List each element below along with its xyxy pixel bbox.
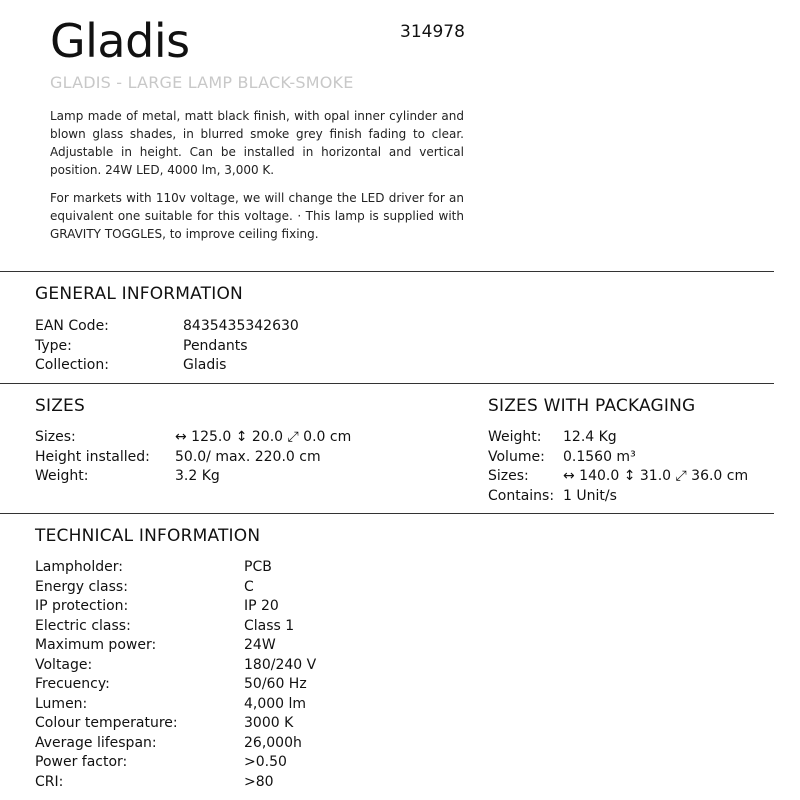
info-value: 3000 K bbox=[244, 715, 294, 731]
info-row bbox=[35, 578, 316, 598]
info-label: Weight: bbox=[488, 429, 542, 445]
info-row bbox=[488, 448, 748, 468]
info-row bbox=[35, 773, 316, 793]
info-label: EAN Code: bbox=[35, 318, 109, 334]
info-value: 50/60 Hz bbox=[244, 676, 307, 692]
info-value: >0.50 bbox=[244, 754, 287, 770]
info-row bbox=[35, 356, 299, 376]
info-value: >80 bbox=[244, 773, 274, 790]
info-label: CRI: bbox=[35, 773, 64, 790]
info-value: 50.0/ max. 220.0 cm bbox=[175, 448, 321, 465]
info-label: Energy class: bbox=[35, 578, 128, 595]
info-label: Maximum power: bbox=[35, 637, 157, 653]
info-label: Sizes: bbox=[488, 468, 529, 484]
info-row bbox=[35, 617, 316, 637]
info-label: Power factor: bbox=[35, 754, 128, 770]
info-label: Colour temperature: bbox=[35, 715, 178, 731]
info-row bbox=[35, 675, 316, 695]
info-value: 180/240 V bbox=[244, 656, 317, 673]
info-label: Frecuency: bbox=[35, 676, 110, 692]
info-row bbox=[35, 695, 316, 715]
info-label: Collection: bbox=[35, 357, 109, 373]
info-row bbox=[35, 734, 316, 754]
general-information-list bbox=[35, 317, 299, 376]
section-divider bbox=[0, 271, 774, 272]
info-value: 8435435342630 bbox=[183, 318, 299, 334]
info-label: Sizes: bbox=[35, 429, 76, 445]
info-value: 26,000h bbox=[244, 734, 302, 751]
info-value: ↔ 125.0 ↕ 20.0 ⤢ 0.0 cm bbox=[175, 429, 352, 445]
info-label: IP protection: bbox=[35, 598, 129, 614]
sizes-with-packaging-heading: SIZES WITH PACKAGING bbox=[488, 396, 696, 416]
info-value: 1 Unit/s bbox=[563, 487, 617, 504]
info-row bbox=[35, 467, 351, 487]
section-divider bbox=[0, 383, 774, 384]
info-row bbox=[488, 467, 748, 487]
info-value: 12.4 Kg bbox=[563, 429, 617, 445]
product-title: Gladis bbox=[50, 14, 190, 68]
info-label: Volume: bbox=[488, 448, 545, 465]
section-divider bbox=[0, 513, 774, 514]
info-value: 4,000 lm bbox=[244, 695, 307, 712]
info-row bbox=[35, 714, 316, 734]
technical-information-heading: TECHNICAL INFORMATION bbox=[35, 526, 261, 546]
info-value: 0.1560 m³ bbox=[563, 448, 636, 465]
info-row bbox=[35, 428, 351, 448]
info-value: 24W bbox=[244, 637, 276, 653]
info-row bbox=[35, 558, 316, 578]
info-value: ↔ 140.0 ↕ 31.0 ⤢ 36.0 cm bbox=[563, 468, 749, 484]
info-row bbox=[35, 337, 299, 357]
info-value: Gladis bbox=[183, 357, 227, 373]
info-label: Voltage: bbox=[35, 656, 93, 673]
info-row bbox=[488, 487, 748, 507]
info-row bbox=[35, 636, 316, 656]
description-paragraph: Lamp made of metal, matt black finish, with opal inner cylinder and blown glass shades, in blurred smoke grey finish fading to clear. Adjustable in height. Can be installed in horizontal and vertical position. 24W LED, 4000 lm, 3,000 K. bbox=[50, 109, 464, 177]
technical-information-list bbox=[35, 558, 316, 792]
info-label: Type: bbox=[35, 337, 72, 354]
description-paragraph: For markets with 110v voltage, we will change the LED driver for an equivalent one suitable for this voltage. · This lamp is supplied with GRAVITY TOGGLES, to improve ceiling fixing. bbox=[50, 191, 464, 241]
info-label: Contains: bbox=[488, 487, 555, 504]
general-information-heading: GENERAL INFORMATION bbox=[35, 284, 243, 304]
info-row bbox=[35, 656, 316, 676]
info-value: Pendants bbox=[183, 337, 248, 354]
info-row bbox=[35, 753, 316, 773]
info-row bbox=[35, 317, 299, 337]
info-row bbox=[35, 448, 351, 468]
info-value: C bbox=[244, 578, 254, 595]
info-value: IP 20 bbox=[244, 598, 279, 614]
product-subtitle: GLADIS - LARGE LAMP BLACK-SMOKE bbox=[50, 73, 354, 92]
info-label: Average lifespan: bbox=[35, 734, 157, 751]
info-value: PCB bbox=[244, 559, 272, 575]
info-label: Lumen: bbox=[35, 695, 88, 712]
product-reference: 314978 bbox=[400, 22, 465, 42]
info-label: Electric class: bbox=[35, 617, 131, 634]
sizes-heading: SIZES bbox=[35, 396, 85, 416]
info-value: 3.2 Kg bbox=[175, 468, 220, 484]
info-row bbox=[35, 597, 316, 617]
packaging-list bbox=[488, 428, 748, 506]
info-row bbox=[488, 428, 748, 448]
info-label: Lampholder: bbox=[35, 559, 123, 575]
info-value: Class 1 bbox=[244, 617, 295, 634]
sizes-list bbox=[35, 428, 351, 487]
info-label: Height installed: bbox=[35, 448, 150, 465]
info-label: Weight: bbox=[35, 468, 89, 484]
